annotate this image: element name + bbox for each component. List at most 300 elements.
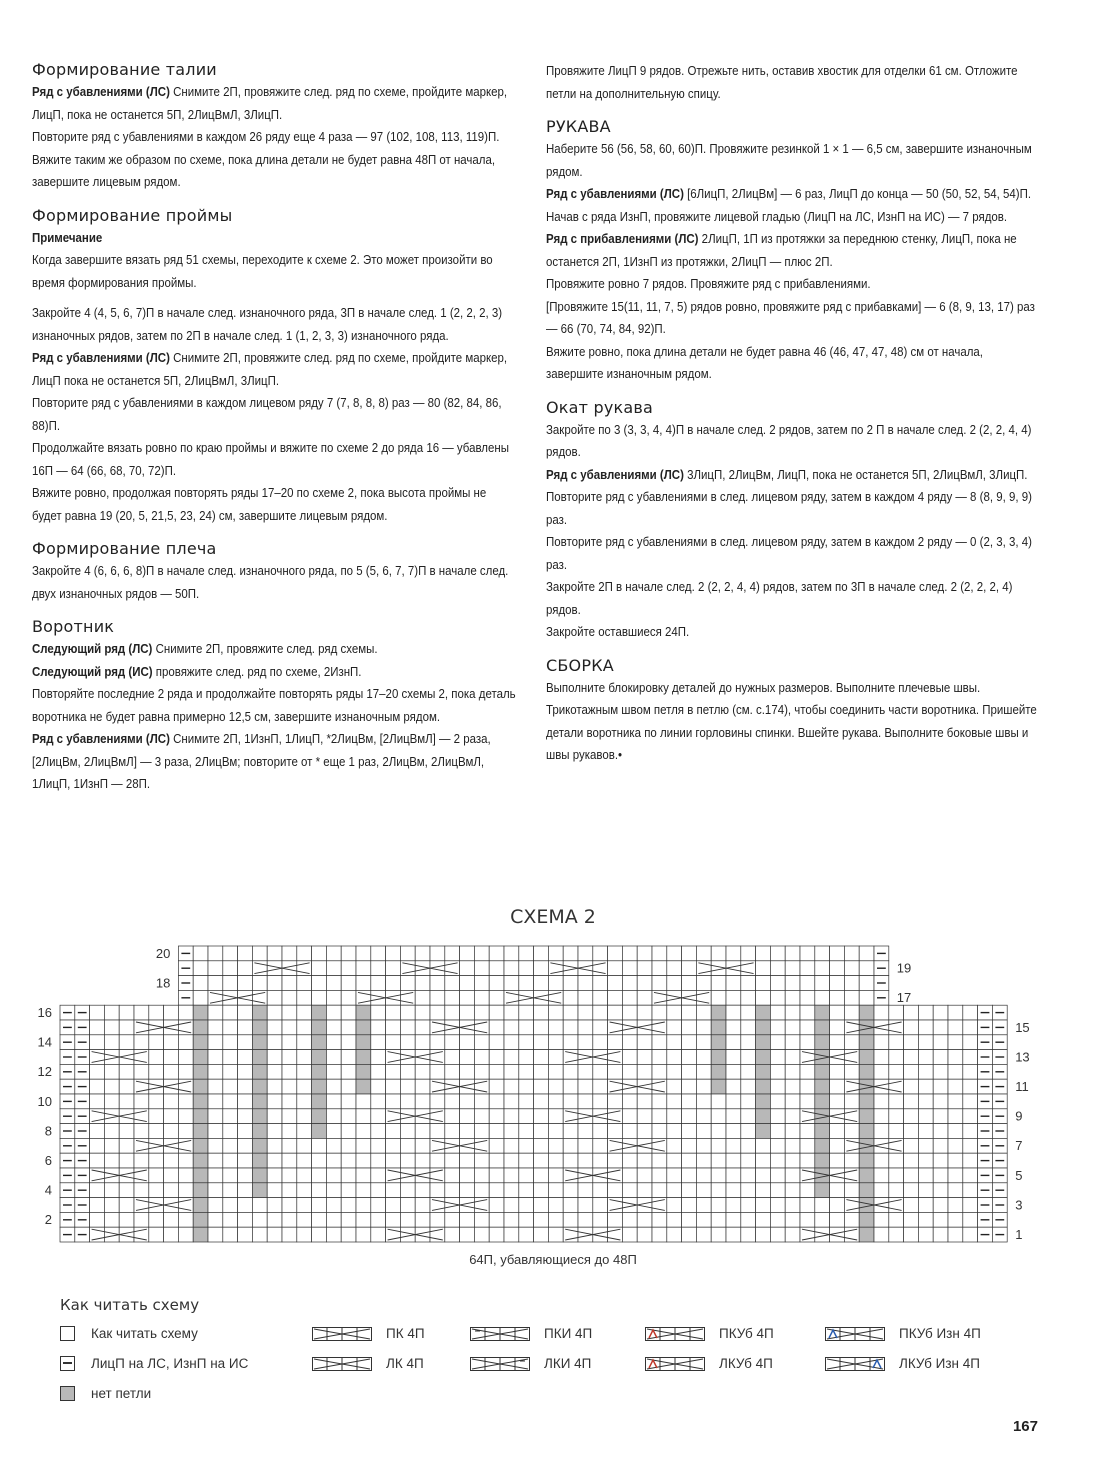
chart-cell	[741, 1212, 756, 1227]
chart-cell	[149, 1109, 164, 1124]
chart-cell	[297, 1168, 312, 1183]
chart-cell	[460, 1124, 475, 1139]
chart-cell	[489, 1079, 504, 1094]
chart-cell	[223, 976, 238, 991]
chart-cell	[933, 1138, 948, 1153]
chart-cell	[489, 1124, 504, 1139]
chart-cell	[534, 946, 549, 961]
section-continuation	[546, 60, 1046, 105]
row-label: 7	[1015, 1138, 1023, 1154]
chart-cell	[238, 1212, 253, 1227]
chart-cell	[563, 946, 578, 961]
chart-cell	[933, 1035, 948, 1050]
chart-cell	[726, 1198, 741, 1213]
chart-cell	[312, 946, 327, 961]
paragraph: Ряд с убавлениями (ЛС) Снимите 2П, провяжите след. ряд по схеме, пройдите маркер, ЛицП, пока не останется 5П, 2ЛицВмЛ, 3ЛицП.	[32, 84, 508, 122]
chart-cell	[785, 1168, 800, 1183]
row-label: 5	[1015, 1167, 1023, 1183]
chart-cell	[297, 976, 312, 991]
chart-cell	[844, 1005, 859, 1020]
chart-cell	[578, 976, 593, 991]
chart-cell	[608, 1124, 623, 1139]
chart-cell	[830, 946, 845, 961]
chart-cell	[90, 1138, 105, 1153]
paragraph: Закройте 4 (4, 5, 6, 7)П в начале след. изнаночного ряда, 3П в начале след. 1 (2, 2, 2, 3) изнаночных рядов, затем по 2П в начале след. 1 (1, 2, 3, 3) изнаночного ряда.	[32, 305, 503, 343]
section-title: Окат рукава	[546, 397, 653, 417]
chart-cell	[341, 1005, 356, 1020]
chart-cell	[785, 1079, 800, 1094]
chart-cell	[326, 1109, 341, 1124]
chart-cell	[904, 1050, 919, 1065]
chart-cell	[489, 1035, 504, 1050]
chart-cell	[948, 1020, 963, 1035]
chart-cell	[149, 1124, 164, 1139]
chart-cell	[711, 1183, 726, 1198]
chart-cell	[667, 946, 682, 961]
chart-cell	[682, 1124, 697, 1139]
chart-cell	[933, 1227, 948, 1242]
chart-cell	[208, 1124, 223, 1139]
chart-cell	[889, 1035, 904, 1050]
chart-cell	[652, 1035, 667, 1050]
section-title: СБОРКА	[546, 655, 614, 675]
chart-cell	[682, 1212, 697, 1227]
chart-cell	[578, 1020, 593, 1035]
knitting-chart	[0, 936, 1106, 1251]
chart-cell	[608, 1035, 623, 1050]
chart-cell	[460, 1064, 475, 1079]
chart-cell	[534, 1198, 549, 1213]
chart-cell	[711, 1124, 726, 1139]
chart-cell	[741, 946, 756, 961]
chart-cell	[652, 1050, 667, 1065]
chart-cell	[178, 1153, 193, 1168]
chart-cell	[800, 1124, 815, 1139]
chart-cell	[622, 990, 637, 1005]
chart-cell	[696, 1005, 711, 1020]
chart-cell	[904, 1079, 919, 1094]
chart-cell	[534, 1035, 549, 1050]
chart-cell	[741, 1079, 756, 1094]
chart-cell	[652, 1227, 667, 1242]
chart-cell	[741, 1050, 756, 1065]
chart-cell	[918, 1109, 933, 1124]
chart-cell	[548, 1035, 563, 1050]
chart-cell	[534, 1124, 549, 1139]
chart-cell	[371, 976, 386, 991]
chart-cell	[312, 976, 327, 991]
chart-cell	[696, 1227, 711, 1242]
row-label: 3	[1015, 1197, 1023, 1213]
chart-cell	[267, 946, 282, 961]
chart-cell	[652, 1064, 667, 1079]
chart-cell	[667, 1198, 682, 1213]
chart-cell	[770, 946, 785, 961]
chart-cell	[741, 1109, 756, 1124]
chart-cell	[400, 1138, 415, 1153]
chart-cell	[859, 961, 874, 976]
chart-cell	[770, 1094, 785, 1109]
chart-cell	[741, 1168, 756, 1183]
chart-cell	[904, 1198, 919, 1213]
chart-cell	[696, 946, 711, 961]
chart-cell	[963, 1153, 978, 1168]
chart-cell	[371, 1124, 386, 1139]
paragraph: Повторите ряд с убавлениями в каждом 26 ряду еще 4 раза — 97 (102, 108, 113, 119)П.	[32, 129, 500, 144]
chart-cell	[489, 946, 504, 961]
chart-cell	[741, 1035, 756, 1050]
paragraph: Повторите ряд с убавлениями в каждом лицевом ряду 7 (7, 8, 8, 8) раз — 80 (82, 84, 86, 88)П.	[32, 395, 502, 433]
chart-cell	[223, 1064, 238, 1079]
chart-cell	[193, 961, 208, 976]
chart-cell	[815, 1020, 830, 1035]
chart-cell	[415, 1064, 430, 1079]
chart-cell	[785, 990, 800, 1005]
chart-cell	[756, 990, 771, 1005]
chart-cell	[622, 1183, 637, 1198]
right-column	[546, 60, 1046, 779]
chart-cell	[622, 1064, 637, 1079]
chart-cell	[948, 1109, 963, 1124]
chart-cell	[341, 946, 356, 961]
chart-cell	[756, 946, 771, 961]
chart-cell	[415, 1020, 430, 1035]
chart-cell	[282, 976, 297, 991]
chart-cell	[711, 1198, 726, 1213]
chart-cell	[711, 1168, 726, 1183]
chart-cell	[312, 1050, 327, 1065]
chart-cell	[134, 1094, 149, 1109]
chart-cell	[223, 1109, 238, 1124]
chart-cell	[859, 1094, 874, 1109]
chart-cell	[578, 1183, 593, 1198]
chart-cell	[193, 1094, 208, 1109]
chart-cell	[400, 946, 415, 961]
chart-cell	[519, 1124, 534, 1139]
chart-cell	[548, 1079, 563, 1094]
chart-cell	[770, 1079, 785, 1094]
chart-cell	[578, 946, 593, 961]
chart-cell	[563, 990, 578, 1005]
chart-cell	[534, 1094, 549, 1109]
chart-cell	[578, 1079, 593, 1094]
chart-cell	[400, 1198, 415, 1213]
legend-item-empty: Как читать схему	[60, 1326, 198, 1341]
chart-cell	[711, 1020, 726, 1035]
chart-cell	[149, 1035, 164, 1050]
chart-cell	[844, 990, 859, 1005]
chart-cell	[238, 1198, 253, 1213]
chart-cell	[874, 1050, 889, 1065]
chart-cell	[149, 1005, 164, 1020]
row-label: 11	[1015, 1079, 1029, 1094]
paragraph: Ряд с убавлениями (ЛС) 3ЛицП, 2ЛицВм, ЛицП, пока не останется 5П, 2ЛицВмЛ, 3ЛицП.	[546, 466, 1028, 482]
chart-cell	[800, 1035, 815, 1050]
chart-cell	[104, 1005, 119, 1020]
chart-cell	[474, 1153, 489, 1168]
chart-cell	[948, 1212, 963, 1227]
chart-cell	[948, 1138, 963, 1153]
chart-cell	[223, 1005, 238, 1020]
paragraph: Закройте по 3 (3, 3, 4, 4)П в начале след. 2 рядов, затем по 2 П в начале след. 2 (2, 2, 4, 4) рядов.	[546, 421, 1032, 459]
chart-cell	[534, 1064, 549, 1079]
chart-cell	[622, 1212, 637, 1227]
chart-cell	[460, 990, 475, 1005]
gray-square-icon	[60, 1386, 75, 1401]
chart-cell	[874, 1168, 889, 1183]
chart-cell	[282, 1109, 297, 1124]
chart-cell	[696, 1109, 711, 1124]
chart-cell	[889, 1183, 904, 1198]
chart-cell	[534, 1079, 549, 1094]
chart-cell	[149, 1094, 164, 1109]
chart-cell	[164, 1035, 179, 1050]
chart-cell	[563, 1005, 578, 1020]
chart-cell	[223, 1020, 238, 1035]
chart-cell	[326, 990, 341, 1005]
chart-cell	[963, 1079, 978, 1094]
chart-cell	[548, 1064, 563, 1079]
chart-cell	[208, 946, 223, 961]
chart-cell	[859, 1109, 874, 1124]
chart-cell	[208, 976, 223, 991]
chart-cell	[149, 1168, 164, 1183]
chart-cell	[341, 1035, 356, 1050]
chart-cell	[238, 946, 253, 961]
chart-cell	[667, 1020, 682, 1035]
chart-cell	[963, 1005, 978, 1020]
chart-cell	[874, 1183, 889, 1198]
chart-cell	[519, 946, 534, 961]
chart-cell	[519, 1005, 534, 1020]
chart-cell	[696, 1138, 711, 1153]
chart-cell	[785, 946, 800, 961]
chart-cell	[371, 1050, 386, 1065]
schema-title: СХЕМА 2	[510, 906, 596, 928]
chart-cell	[193, 1227, 208, 1242]
chart-cell	[252, 1079, 267, 1094]
chart-cell	[134, 1005, 149, 1020]
chart-cell	[445, 1124, 460, 1139]
chart-cell	[445, 990, 460, 1005]
chart-cell	[252, 1212, 267, 1227]
paragraph: Выполните блокировку деталей до нужных размеров. Выполните плечевые швы. Трикотажным швом петля в петлю (см. с.174), чтобы соединить части воротника. Пришейте детали воротника по линии горловины спинки. Вшейте рукава. Выполните боковые швы и швы рукавов.•	[546, 679, 1037, 762]
chart-cell	[326, 1183, 341, 1198]
chart-cell	[933, 1050, 948, 1065]
chart-cell	[711, 1079, 726, 1094]
chart-cell	[711, 1109, 726, 1124]
chart-cell	[548, 1183, 563, 1198]
chart-cell	[356, 1168, 371, 1183]
chart-cell	[504, 946, 519, 961]
chart-cell	[312, 1109, 327, 1124]
chart-cell	[371, 1183, 386, 1198]
chart-cell	[223, 1168, 238, 1183]
chart-cell	[460, 1227, 475, 1242]
chart-cell	[667, 1050, 682, 1065]
chart-cell	[874, 1005, 889, 1020]
chart-cell	[667, 1124, 682, 1139]
chart-cell	[312, 1005, 327, 1020]
chart-cell	[741, 990, 756, 1005]
chart-cell	[859, 1183, 874, 1198]
chart-cell	[696, 1212, 711, 1227]
chart-cell	[741, 1198, 756, 1213]
chart-cell	[223, 1050, 238, 1065]
chart-cell	[889, 1050, 904, 1065]
chart-cell	[918, 1094, 933, 1109]
row-label: 6	[44, 1153, 52, 1168]
right-cross-purl-icon	[470, 1327, 530, 1341]
chart-cell	[208, 1198, 223, 1213]
chart-cell	[800, 1020, 815, 1035]
chart-cell	[608, 1005, 623, 1020]
chart-cell	[297, 1183, 312, 1198]
chart-cell	[519, 1079, 534, 1094]
chart-cell	[711, 946, 726, 961]
chart-cell	[963, 1168, 978, 1183]
chart-cell	[815, 1124, 830, 1139]
left-cross-purl-icon	[470, 1357, 530, 1371]
chart-cell	[696, 976, 711, 991]
chart-cell	[667, 1212, 682, 1227]
note-heading: Примечание	[32, 229, 103, 245]
chart-cell	[252, 976, 267, 991]
chart-cell	[741, 1183, 756, 1198]
chart-cell	[223, 1227, 238, 1242]
chart-cell	[726, 976, 741, 991]
chart-cell	[682, 976, 697, 991]
chart-cell	[519, 1064, 534, 1079]
chart-cell	[637, 1064, 652, 1079]
chart-cell	[356, 946, 371, 961]
chart-cell	[756, 1138, 771, 1153]
chart-cell	[756, 1094, 771, 1109]
chart-cell	[785, 1124, 800, 1139]
section-sleeves	[546, 117, 1046, 386]
chart-cell	[519, 1094, 534, 1109]
chart-cell	[134, 1212, 149, 1227]
chart-cell	[726, 990, 741, 1005]
chart-cell	[682, 1227, 697, 1242]
chart-cell	[548, 1227, 563, 1242]
chart-cell	[223, 1183, 238, 1198]
chart-cell	[830, 1124, 845, 1139]
chart-cell	[267, 1168, 282, 1183]
chart-cell	[770, 1198, 785, 1213]
chart-cell	[326, 1094, 341, 1109]
chart-cell	[267, 1079, 282, 1094]
page-number: 167	[1012, 1418, 1038, 1435]
chart-cell	[149, 1153, 164, 1168]
chart-cell	[519, 1168, 534, 1183]
chart-cell	[963, 1183, 978, 1198]
chart-cell	[371, 1227, 386, 1242]
chart-cell	[504, 1064, 519, 1079]
chart-cell	[164, 1183, 179, 1198]
chart-cell	[149, 1183, 164, 1198]
chart-cell	[460, 1212, 475, 1227]
chart-cell	[445, 1153, 460, 1168]
chart-cell	[415, 990, 430, 1005]
chart-cell	[119, 1138, 134, 1153]
chart-cell	[356, 1079, 371, 1094]
chart-cell	[90, 1094, 105, 1109]
chart-cell	[667, 961, 682, 976]
paragraph: Закройте оставшиеся 24П.	[546, 624, 690, 639]
chart-cell	[504, 1198, 519, 1213]
chart-cell	[859, 976, 874, 991]
chart-cell	[238, 1168, 253, 1183]
chart-cell	[563, 1183, 578, 1198]
chart-cell	[874, 1153, 889, 1168]
chart-cell	[474, 990, 489, 1005]
chart-cell	[267, 976, 282, 991]
chart-cell	[119, 1064, 134, 1079]
chart-cell	[904, 1020, 919, 1035]
chart-cell	[474, 1124, 489, 1139]
chart-cell	[252, 946, 267, 961]
chart-cell	[933, 1020, 948, 1035]
chart-cell	[238, 1109, 253, 1124]
chart-cell	[238, 1050, 253, 1065]
chart-cell	[415, 976, 430, 991]
chart-cell	[341, 1183, 356, 1198]
chart-cell	[267, 1227, 282, 1242]
chart-cell	[297, 1109, 312, 1124]
chart-cell	[696, 1094, 711, 1109]
chart-cell	[445, 1035, 460, 1050]
chart-cell	[904, 1094, 919, 1109]
chart-cell	[830, 1183, 845, 1198]
chart-cell	[948, 1094, 963, 1109]
chart-cell	[830, 1005, 845, 1020]
chart-cell	[267, 1138, 282, 1153]
chart-cell	[637, 1005, 652, 1020]
chart-cell	[430, 946, 445, 961]
chart-cell	[563, 976, 578, 991]
chart-cell	[756, 1198, 771, 1213]
chart-cell	[815, 1183, 830, 1198]
chart-cell	[208, 1035, 223, 1050]
chart-cell	[474, 1212, 489, 1227]
chart-cell	[519, 961, 534, 976]
chart-cell	[386, 976, 401, 991]
chart-cell	[859, 990, 874, 1005]
chart-cell	[341, 1227, 356, 1242]
chart-cell	[785, 976, 800, 991]
chart-cell	[904, 1124, 919, 1139]
chart-cell	[178, 1064, 193, 1079]
chart-cell	[238, 1020, 253, 1035]
chart-cell	[267, 1109, 282, 1124]
chart-cell	[341, 1109, 356, 1124]
chart-cell	[682, 1168, 697, 1183]
chart-cell	[534, 1109, 549, 1124]
chart-cell	[933, 1064, 948, 1079]
chart-cell	[430, 1064, 445, 1079]
right-cross-dec-icon	[645, 1327, 705, 1341]
chart-cell	[918, 1138, 933, 1153]
row-label: 8	[44, 1123, 52, 1139]
chart-cell	[844, 976, 859, 991]
chart-cell	[119, 1079, 134, 1094]
chart-cell	[770, 961, 785, 976]
chart-cell	[489, 1050, 504, 1065]
chart-cell	[356, 961, 371, 976]
chart-cell	[460, 1168, 475, 1183]
chart-cell	[785, 1183, 800, 1198]
